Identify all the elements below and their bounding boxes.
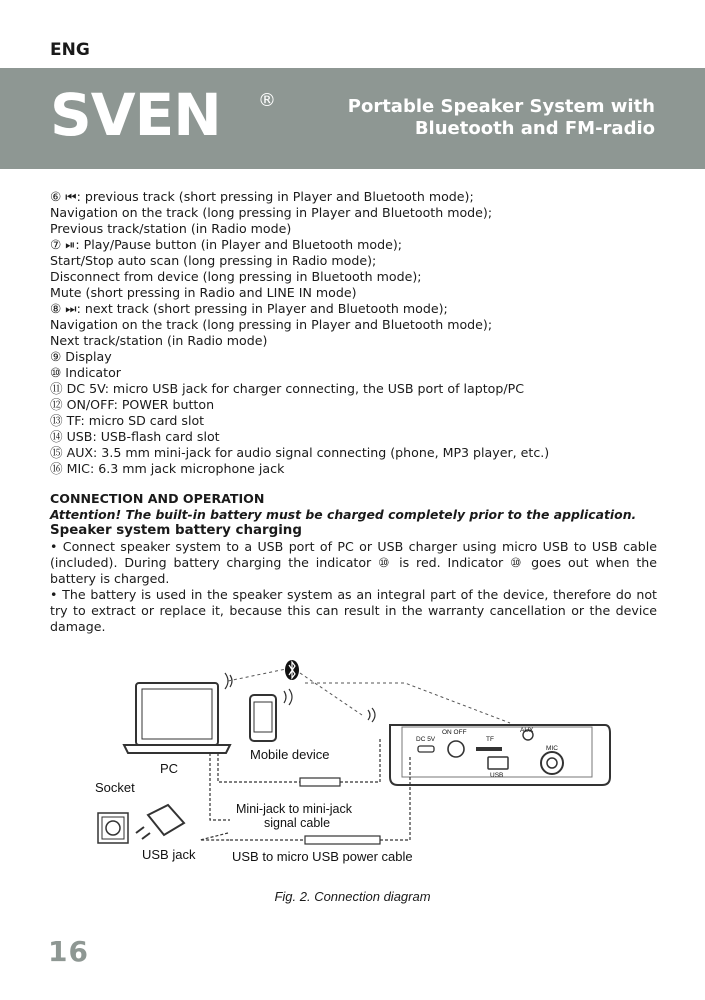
- item-text: Start/Stop auto scan (long pressing in Radio mode);: [50, 253, 377, 268]
- item-text: ⏭: next track (short pressing in Player and Bluetooth mode);: [65, 301, 448, 316]
- item-number: ⑨: [50, 349, 62, 364]
- item-number: ⑦: [50, 237, 62, 252]
- brand-logo: SVEN: [50, 81, 221, 149]
- usb-jack-label: USB jack: [142, 847, 196, 862]
- registered-mark: ®: [258, 90, 276, 111]
- item-number: ⑥: [50, 189, 62, 204]
- page-number: 16: [48, 935, 89, 968]
- list-item: [50, 317, 657, 333]
- title-line-1: Portable Speaker System with: [347, 96, 655, 117]
- subsection-title: Speaker system battery charging: [50, 523, 302, 538]
- laptop-illustration: [124, 683, 230, 753]
- item-number: ⑪: [50, 381, 63, 396]
- item-text: ⏯: Play/Pause button (in Player and Bluetooth mode);: [65, 237, 403, 252]
- item-text: USB: USB-flash card slot: [66, 429, 220, 444]
- charger-illustration: [136, 805, 184, 839]
- item-text: Disconnect from device (long pressing in Bluetooth mode);: [50, 269, 422, 284]
- item-text: Next track/station (in Radio mode): [50, 333, 268, 348]
- list-item: [50, 445, 657, 461]
- item-number: ⑭: [50, 429, 63, 444]
- list-item: [50, 253, 657, 269]
- minijack-label-2: signal cable: [264, 816, 331, 830]
- onoff-label: ON OFF: [442, 729, 467, 736]
- list-item: [50, 189, 657, 205]
- title-line-2: Bluetooth and FM-radio: [414, 118, 655, 139]
- list-item: [50, 349, 657, 365]
- list-item: [50, 413, 657, 429]
- attention-note: Attention! The built-in battery must be charged completely prior to the application.: [50, 507, 637, 522]
- socket-label: Socket: [95, 780, 135, 795]
- item-text: AUX: 3.5 mm mini-jack for audio signal connecting (phone, MP3 player, etc.): [66, 445, 550, 460]
- item-text: TF: micro SD card slot: [66, 413, 205, 428]
- list-item: [50, 285, 657, 301]
- item-text: Navigation on the track (long pressing in Player and Bluetooth mode);: [50, 317, 493, 332]
- list-item: [50, 397, 657, 413]
- manual-content: [50, 189, 657, 635]
- list-item: [50, 301, 657, 317]
- list-item: [50, 221, 657, 237]
- item-text: ON/OFF: POWER button: [66, 397, 215, 412]
- section-title: CONNECTION AND OPERATION: [50, 491, 265, 506]
- paragraph-charging: • Connect speaker system to a USB port of PC or USB charger using micro USB to USB cable (included). During battery charging the indicator ⑩ is red. Indicator ⑩ goes out when the battery is charged.: [50, 539, 657, 586]
- item-number: ⑩: [50, 365, 62, 380]
- page-title: [348, 96, 655, 140]
- list-item: [50, 333, 657, 349]
- dc5v-label: DC 5V: [416, 736, 436, 743]
- list-item: [50, 381, 657, 397]
- bluetooth-icon: [285, 660, 299, 680]
- header-banner: [0, 68, 705, 169]
- item-text: ⏮: previous track (short pressing in Player and Bluetooth mode);: [65, 189, 474, 204]
- mobile-device-label: Mobile device: [250, 747, 330, 762]
- list-item: [50, 429, 657, 445]
- mic-label: MIC: [546, 745, 558, 752]
- connection-diagram: [80, 655, 640, 870]
- aux-label: AUX: [520, 727, 534, 734]
- minijack-label-1: Mini-jack to mini-jack: [236, 802, 352, 816]
- item-number: ⑮: [50, 445, 63, 460]
- pc-label: PC: [160, 761, 179, 776]
- list-item: [50, 365, 657, 381]
- paragraph-battery: • The battery is used in the speaker system as an integral part of the device, therefore do not try to extract or replace it, because this can result in the warranty cancellation or the device damage.: [50, 587, 657, 634]
- item-number: ⑧: [50, 301, 62, 316]
- item-text: Mute (short pressing in Radio and LINE IN mode): [50, 285, 357, 300]
- figure-caption: Fig. 2. Connection diagram: [274, 889, 431, 904]
- item-text: MIC: 6.3 mm jack microphone jack: [66, 461, 285, 476]
- list-item: [50, 205, 657, 221]
- item-number: ⑫: [50, 397, 63, 412]
- usb-cable-label: USB to micro USB power cable: [232, 849, 413, 864]
- language-label: ENG: [50, 40, 90, 60]
- item-number: ⑯: [50, 461, 63, 476]
- socket-illustration: [98, 813, 128, 843]
- item-number: ⑬: [50, 413, 63, 428]
- list-item: [50, 269, 657, 285]
- list-item: [50, 461, 657, 477]
- list-item: [50, 237, 657, 253]
- usb-label: USB: [490, 772, 504, 779]
- feature-list: [50, 189, 657, 477]
- item-text: Navigation on the track (long pressing in Player and Bluetooth mode);: [50, 205, 493, 220]
- item-text: Display: [65, 349, 112, 364]
- item-text: DC 5V: micro USB jack for charger connecting, the USB port of laptop/PC: [66, 381, 524, 396]
- phone-illustration: [225, 673, 292, 741]
- item-text: Previous track/station (in Radio mode): [50, 221, 292, 236]
- tf-label: TF: [486, 736, 494, 743]
- item-text: Indicator: [65, 365, 121, 380]
